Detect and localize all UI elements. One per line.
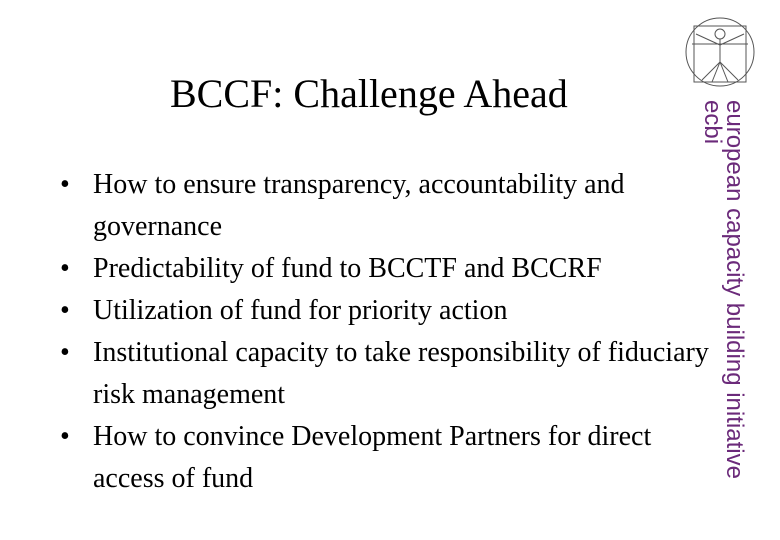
bullet-marker: • xyxy=(60,169,70,200)
bullet-item xyxy=(60,290,710,332)
org-sidebar xyxy=(693,100,753,520)
bullet-marker: • xyxy=(60,295,70,326)
bullet-text: Institutional capacity to take responsibility of fiduciary risk management xyxy=(93,337,709,410)
org-acronym: ecbi xyxy=(699,100,726,145)
org-full-name: european capacity building initiative xyxy=(721,100,748,479)
bullet-text: Utilization of fund for priority action xyxy=(93,295,508,326)
bullet-marker: • xyxy=(60,421,70,452)
bullet-marker: • xyxy=(60,253,70,284)
bullet-text: How to convince Development Partners for direct access of fund xyxy=(93,421,652,494)
bullet-item xyxy=(60,416,710,500)
bullet-text: How to ensure transparency, accountability and governance xyxy=(93,169,625,242)
slide-title: BCCF: Challenge Ahead xyxy=(170,71,568,116)
bullet-list xyxy=(60,164,710,500)
bullet-text: Predictability of fund to BCCTF and BCCRF xyxy=(93,253,602,284)
bullet-item xyxy=(60,164,710,248)
bullet-item xyxy=(60,248,710,290)
bullet-marker: • xyxy=(60,337,70,368)
vitruvian-man-icon xyxy=(682,14,758,90)
bullet-item xyxy=(60,332,710,416)
